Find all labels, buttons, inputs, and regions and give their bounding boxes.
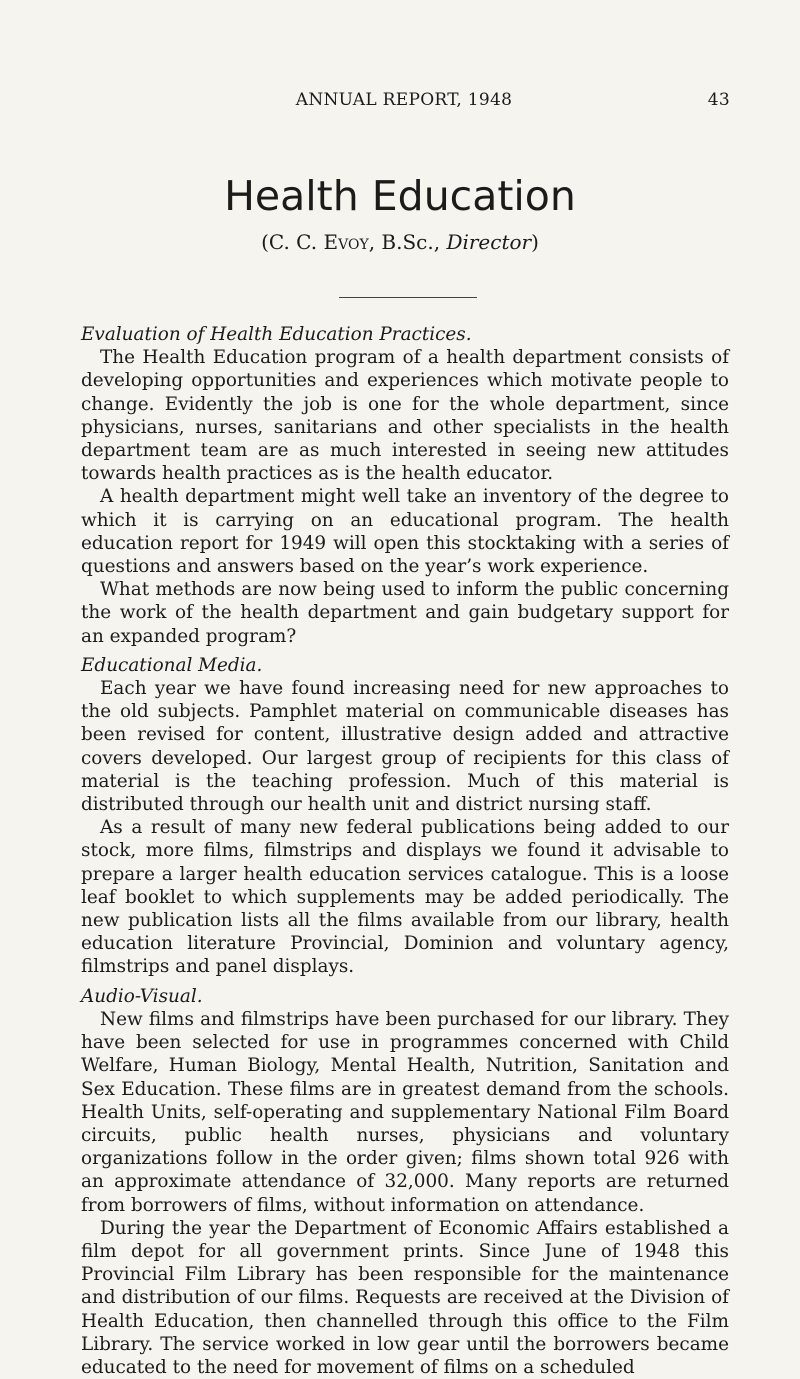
article-body xyxy=(81,323,729,1379)
page-number: 43 xyxy=(707,90,730,110)
paragraph: New films and filmstrips have been purchased for our library. They have been selected for use in programmes concerned with Child Welfare, Human Biology, Mental Health, Nutrition, Sanitation and Sex Education. These films are in greatest demand from the schools. Health Units, self-operating and supplementary National Film Board circuits, public health nurses, physicians and voluntary organizations follow in the order given; films shown total 926 with an approximate attendance of 32,000. Many reports are returned from borrowers of films, without information on attendance. xyxy=(81,1008,729,1216)
author-role: Director xyxy=(446,230,532,254)
paragraph: Each year we have found increasing need for new approaches to the old subjects. Pamphlet material on communicable diseases has been revised for content, illustrative design added and attractive covers developed. Our largest group of recipients for this class of material is the teaching profession. Much of this material is distributed through our health unit and district nursing staff. xyxy=(81,678,729,816)
paragraph: During the year the Department of Economic Affairs established a film depot for all government prints. Since June of 1948 this Provincial Film Library has been responsible for the maintenance and distribution of our films. Requests are received at the Division of Health Education, then channelled through this office to the Film Library. The service worked in low gear until the borrowers became educated to the need for movement of films on a scheduled xyxy=(81,1217,729,1378)
author-name: Evoy xyxy=(323,230,369,254)
section-heading-audio-visual: Audio-Visual. xyxy=(81,985,203,1007)
author-degree: , B.Sc., xyxy=(368,230,447,254)
byline-open: (C. C. xyxy=(261,230,324,254)
section-heading-evaluation: Evaluation of Health Education Practices. xyxy=(81,324,472,345)
byline-close: ) xyxy=(531,230,539,254)
paragraph: What methods are now being used to inform the public concerning the work of the health department and gain budgetary support for an expanded program? xyxy=(81,579,729,647)
paragraph: A health department might well take an inventory of the degree to which it is carrying on an educational program. The health education report for 1949 will open this stocktaking with a series of questions and answers based on the year’s work experience. xyxy=(81,486,729,578)
article-title: Health Education xyxy=(224,172,576,220)
paragraph: The Health Education program of a health department consists of developing opportunities and experiences which motivate people to change. Evidently the job is one for the whole department, since physicians, nurses, sanitarians and other specialists in the health department team are as much interested in seeing new attitudes towards health practices as is the health educator. xyxy=(81,347,729,485)
byline xyxy=(0,230,800,254)
paragraph: As a result of many new federal publications being added to our stock, more films, filmstrips and displays we found it advisable to prepare a larger health education services catalogue. This is a loose leaf booklet to which supplements may be added periodically. The new publication lists all the films available from our library, health education literature Provincial, Dominion and voluntary agency, filmstrips and panel displays. xyxy=(81,817,729,978)
section-heading-educational-media: Educational Media. xyxy=(81,654,263,676)
title-divider xyxy=(339,297,477,298)
running-title: ANNUAL REPORT, 1948 xyxy=(295,90,513,110)
